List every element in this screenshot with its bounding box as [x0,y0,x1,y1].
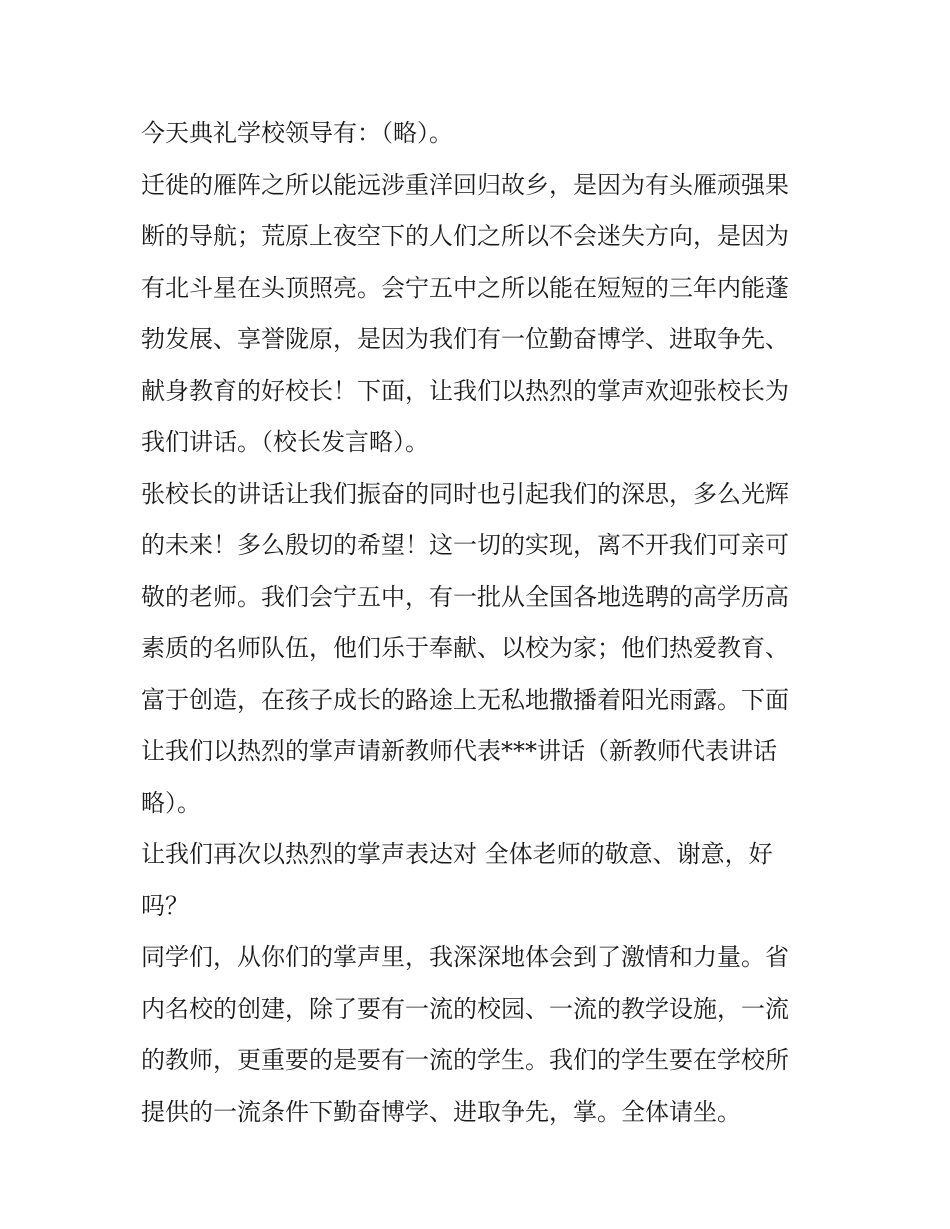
text-line: 献身教育的好校长！下面，让我们以热烈的掌声欢迎张校长为 [141,376,789,405]
document-body [141,108,821,1138]
text-line: 张校长的讲话让我们振奋的同时也引起我们的深思，多么光辉 [141,479,789,508]
text-line: 素质的名师队伍，他们乐于奉献、以校为家；他们热爱教育、 [141,634,789,662]
paragraph-2 [141,160,821,469]
text-line: 内名校的创建，除了要有一流的校园、一流的教学设施，一流 [141,994,789,1023]
paragraph-5 [141,932,821,1138]
text-line: 略）。 [141,788,201,817]
text-line: 断的导航；荒原上夜空下的人们之所以不会迷失方向，是因为 [141,222,789,250]
paragraph-1 [141,108,821,160]
text-line: 敬的老师。我们会宁五中，有一批从全国各地选聘的高学历高 [141,582,789,611]
text-line: 的教师，更重要的是要有一流的学生。我们的学生要在学校所 [141,1046,789,1074]
text-line: 让我们再次以热烈的掌声表达对 全体老师的敬意、谢意，好 [141,840,773,868]
text-line: 让我们以热烈的掌声请新教师代表***讲话（新教师代表讲话 [141,737,777,765]
text-line: 吗？ [141,891,189,920]
text-line: 有北斗星在头顶照亮。会宁五中之所以能在短短的三年内能蓬 [141,273,789,302]
text-line: 同学们，从你们的掌声里，我深深地体会到了激情和力量。省 [141,943,789,971]
paragraph-4 [141,829,821,932]
text-line: 勃发展、享誉陇原，是因为我们有一位勤奋博学、进取争先、 [141,325,789,353]
text-line: 的未来！多么殷切的希望！这一切的实现，离不开我们可亲可 [141,531,789,559]
text-line: 富于创造，在孩子成长的路途上无私地撒播着阳光雨露。下面 [141,685,789,714]
text-line: 我们讲话。（校长发言略）。 [141,428,429,456]
paragraph-3 [141,469,821,830]
text-line: 提供的一流条件下勤奋博学、进取争先，掌。全体请坐。 [141,1097,741,1126]
text-line: 今天典礼学校领导有：（略）。 [141,119,453,147]
text-line: 迁徙的雁阵之所以能远涉重洋回归故乡，是因为有头雁顽强果 [141,170,789,199]
